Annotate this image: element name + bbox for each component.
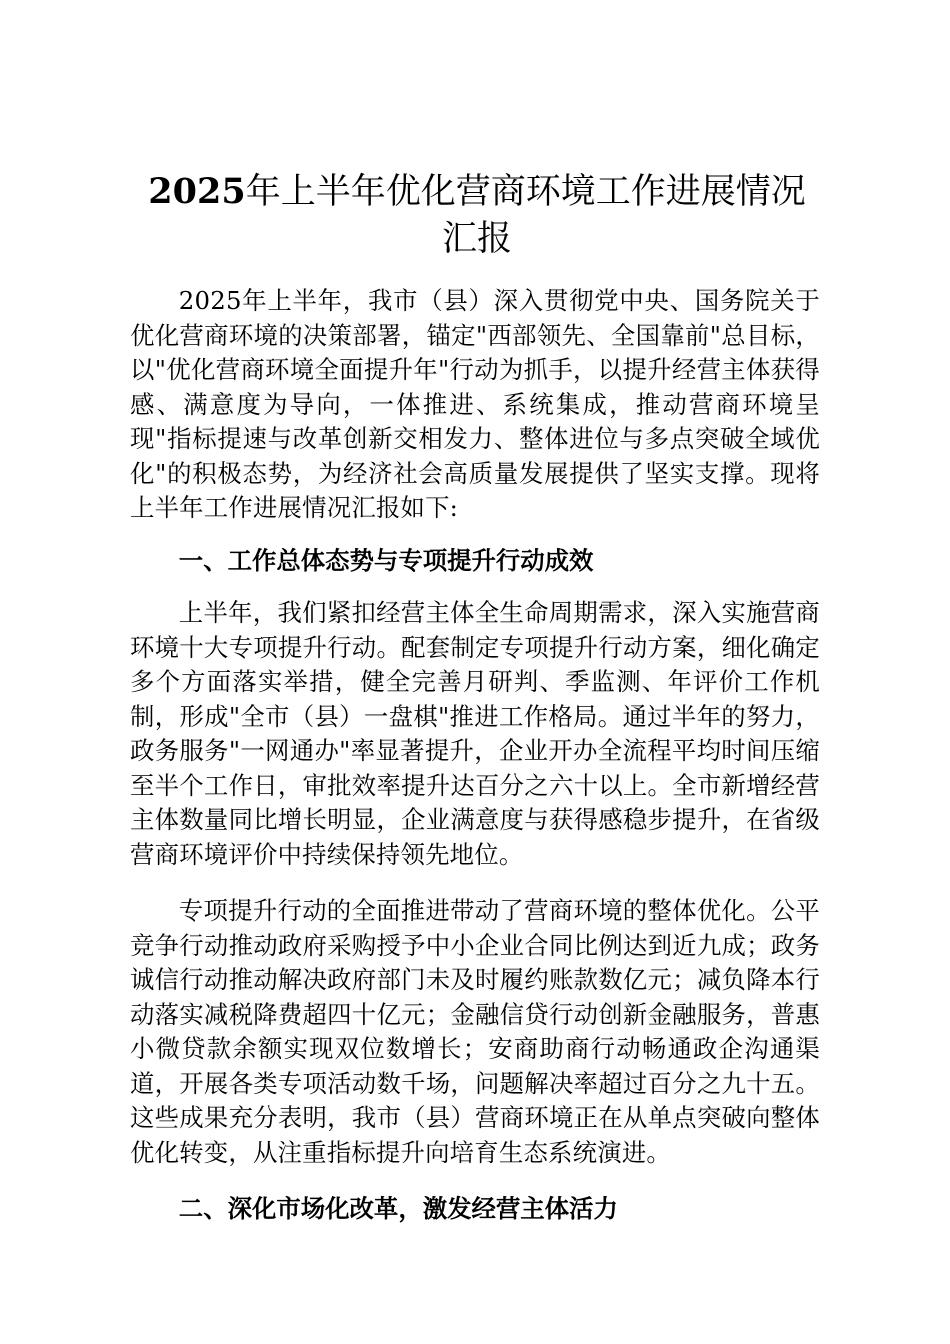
section-heading-2: 二、深化市场化改革，激发经营主体活力 bbox=[178, 1194, 618, 1223]
title-year: 2025 bbox=[148, 171, 246, 212]
intro-paragraph: 2025年上半年，我市（县）深入贯彻党中央、国务院关于优化营商环境的决策部署，锚定"西部领先、全国靠前"总目标，以"优化营商环境全面提升年"行动为抓手，以提升经营主体获得感、满意度为导向，一体推进、系统集成，推动营商环境呈现"指标提速与改革创新交相发力、整体进位与多点突破全域优化"的积极态势，为经济社会高质量发展提供了坚实支撑。现将上半年工作进展情况汇报如下: bbox=[130, 286, 820, 522]
document-title bbox=[132, 168, 822, 263]
section-1-paragraph-1: 上半年，我们紧扣经营主体全生命周期需求，深入实施营商环境十大专项提升行动。配套制定专项提升行动方案，细化确定多个方面落实举措，健全完善月研判、季监测、年评价工作机制，形成"全市（县）一盘棋"推进工作格局。通过半年的努力，政务服务"一网通办"率显著提升，企业开办全流程平均时间压缩至半个工作日，审批效率提升达百分之六十以上。全市新增经营主体数量同比增长明显，企业满意度与获得感稳步提升，在省级营商环境评价中持续保持领先地位。 bbox=[130, 598, 820, 869]
section-heading-1: 一、工作总体态势与专项提升行动成效 bbox=[178, 545, 594, 575]
title-text: 年上半年优化营商环境工作进展情况汇报 bbox=[245, 172, 806, 259]
document-body bbox=[130, 284, 820, 1227]
section-1-paragraph-2: 专项提升行动的全面推进带动了营商环境的整体优化。公平竞争行动推动政府采购授予中小企业合同比例达到近九成；政务诚信行动推动解决政府部门未及时履约账款数亿元；减负降本行动落实减税降费超四十亿元；金融信贷行动创新金融服务，普惠小微贷款余额实现双位数增长；安商助商行动畅通政企沟通渠道，开展各类专项活动数千场，问题解决率超过百分之九十五。这些成果充分表明，我市（县）营商环境正在从单点突破向整体优化转变，从注重指标提升向培育生态系统演进。 bbox=[130, 896, 820, 1167]
